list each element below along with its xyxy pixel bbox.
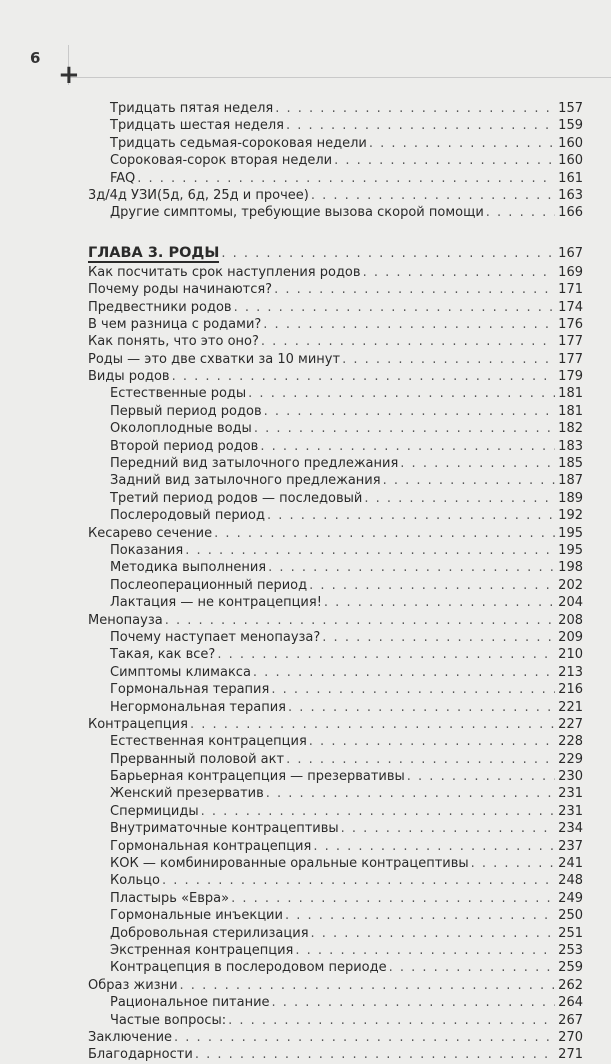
toc-entry-page: 160 [558,153,583,169]
leader-dots [311,925,555,942]
chapter-page: 167 [558,245,583,261]
toc-entry[interactable] [88,629,583,646]
toc-entry[interactable] [88,117,583,134]
toc-entry-page: 250 [558,908,583,924]
toc-entry[interactable] [88,333,583,350]
leader-dots [471,855,555,872]
leader-dots [261,333,555,350]
leader-dots [286,751,555,768]
toc-entry[interactable] [88,820,583,837]
toc-entry-title: Внутриматочные контрацептивы [110,821,339,837]
leader-dots [234,299,555,316]
toc-entry[interactable] [88,100,583,117]
toc-entry-title: Естественные роды [110,386,247,402]
toc-entry-page: 231 [558,786,583,802]
leader-dots [285,907,555,924]
toc-entry-page: 161 [558,170,583,186]
toc-entry-title: Контрацепция в послеродовом периоде [110,960,387,976]
toc-entry-title: Такая, как все? [110,647,216,663]
toc-entry-title: Тридцать седьмая-сороковая недели [110,135,367,151]
toc-entry[interactable] [88,420,583,437]
leader-dots [263,316,555,333]
toc-entry-page: 216 [558,682,583,698]
toc-entry-page: 234 [558,821,583,837]
toc-entry-page: 198 [558,560,583,576]
chapter-title: ГЛАВА 3. РОДЫ [88,244,220,261]
leader-dots [486,204,555,221]
toc-entry-title: Естественная контрацепция [110,734,307,750]
leader-dots [214,525,555,542]
toc-entry[interactable] [88,542,583,559]
toc-entry-page: 179 [558,369,583,385]
toc-entry-page: 169 [558,264,583,280]
table-of-contents [88,100,583,1064]
toc-entry[interactable] [88,751,583,768]
toc-entry-title: Контрацепция [88,716,188,732]
leader-dots [137,170,555,187]
toc-entry[interactable] [88,577,583,594]
leader-dots [217,646,555,663]
toc-entry-title: Пластырь «Евра» [110,890,230,906]
toc-entry-page: 195 [558,542,583,558]
toc-entry-title: Задний вид затылочного предлежания [110,473,381,489]
toc-entry-page: 174 [558,299,583,315]
leader-dots [369,135,555,152]
toc-entry[interactable] [88,699,583,716]
toc-entry-title: Как понять, что это оно? [88,334,259,350]
toc-entry-title: Тридцать пятая неделя [110,101,274,116]
leader-dots [309,733,555,750]
leader-dots [185,542,555,559]
toc-entry-page: 159 [558,118,583,134]
toc-entry-title: Кольцо [110,873,160,889]
toc-entry-page: 221 [558,699,583,715]
toc-entry[interactable] [88,612,583,629]
leader-dots [274,281,555,298]
toc-entry-page: 171 [558,282,583,298]
leader-dots [313,838,555,855]
toc-entry[interactable] [88,733,583,750]
toc-entry[interactable] [88,664,583,681]
leader-dots [174,1029,555,1046]
toc-entry-page: 228 [558,734,583,750]
toc-entry-page: 227 [558,716,583,732]
leader-dots [165,612,555,629]
toc-entry[interactable] [88,890,583,907]
toc-entry-title: Добровольная стерилизация [110,925,309,941]
leader-dots [288,699,555,716]
page-number: 6 [30,49,41,67]
toc-entry-page: 230 [558,769,583,785]
toc-entry-title: Лактация — не контрацепция! [110,595,322,611]
toc-entry-page: 249 [558,890,583,906]
toc-entry-title: Почему наступает менопауза? [110,629,321,645]
toc-entry-title: Сороковая-сорок вторая недели [110,153,333,169]
toc-entry[interactable] [88,646,583,663]
toc-entry-title: Послеоперационный период [110,577,308,593]
toc-entry-title: Барьерная контрацепция — презервативы [110,769,405,785]
leader-dots [195,1046,555,1063]
toc-entry-title: В чем разница с родами? [88,316,262,332]
toc-entry-title: Экстренная контрацепция [110,942,294,958]
toc-entry[interactable] [88,316,583,333]
toc-entry-page: 166 [558,205,583,221]
toc-entry[interactable] [88,403,583,420]
toc-entry-page: 187 [558,473,583,489]
toc-entry-page: 192 [558,508,583,524]
toc-entry-title: Гормональная терапия [110,682,270,698]
leader-dots [264,403,555,420]
leader-dots [231,890,555,907]
toc-entry-title: Послеродовый период [110,508,265,524]
leader-dots [322,629,555,646]
toc-entry-page: 231 [558,803,583,819]
toc-entry-title: Рациональное питание [110,995,270,1011]
leader-dots [286,117,555,134]
toc-entry[interactable] [88,925,583,942]
toc-entry[interactable] [88,490,583,507]
toc-entry-page: 202 [558,577,583,593]
toc-entry-title: Симптомы климакса [110,664,251,680]
toc-entry[interactable] [88,152,583,169]
toc-entry-title: Предвестники родов [88,299,232,315]
toc-entry-title: Показания [110,542,184,558]
leader-dots [363,264,555,281]
toc-entry-title: Заключение [88,1029,173,1045]
leader-dots [253,664,555,681]
leader-dots [341,820,555,837]
toc-entry[interactable] [88,768,583,785]
toc-entry[interactable] [88,507,583,524]
toc-entry[interactable] [88,959,583,976]
toc-entry[interactable] [88,455,583,472]
toc-entry-page: 160 [558,135,583,151]
leader-dots [334,152,555,169]
toc-entry-title: Передний вид затылочного предлежания [110,456,399,472]
toc-entry-title: Женский презерватив [110,786,264,802]
toc-entry-page: 259 [558,960,583,976]
leader-dots [407,768,555,785]
leader-dots [272,994,555,1011]
leader-dots [190,716,555,733]
toc-entry[interactable] [88,264,583,281]
toc-entry-page: 262 [558,977,583,993]
toc-entry-title: Прерванный половой акт [110,751,285,767]
toc-entry[interactable] [88,994,583,1011]
toc-entry-title: Тридцать шестая неделя [110,118,284,134]
crop-mark-icon: + [58,60,80,90]
toc-entry[interactable] [88,977,583,994]
toc-entry-title: Виды родов [88,369,170,385]
toc-entry-page: 208 [558,612,583,628]
toc-entry-page: 253 [558,942,583,958]
leader-dots [266,785,555,802]
toc-entry[interactable] [88,594,583,611]
leader-dots [271,681,555,698]
leader-dots [324,594,555,611]
leader-dots [275,100,555,117]
toc-entry-page: 183 [558,438,583,454]
leader-dots [254,420,555,437]
toc-entry[interactable] [88,1029,583,1046]
leader-dots [311,187,555,204]
toc-entry-page: 189 [558,490,583,506]
toc-entry-title: Роды — это две схватки за 10 минут [88,351,341,367]
leader-dots [260,438,555,455]
toc-entry-title: Негормональная терапия [110,699,286,715]
toc-entry-page: 267 [558,1012,583,1028]
toc-entry[interactable] [88,281,583,298]
toc-entry[interactable] [88,1012,583,1029]
toc-entry-title: Частые вопросы: [110,1012,227,1028]
leader-dots [248,385,555,402]
toc-entry-title: Второй период родов [110,438,259,454]
toc-entry-page: 177 [558,334,583,350]
toc-entry[interactable] [88,942,583,959]
toc-entry-page: 195 [558,525,583,541]
toc-entry[interactable] [88,559,583,576]
toc-entry-title: FAQ [110,170,136,186]
toc-entry[interactable] [88,385,583,402]
toc-entry-page: 237 [558,838,583,854]
toc-entry-title: Околоплодные воды [110,421,252,437]
leader-dots [400,455,555,472]
toc-entry-title: Образ жизни [88,977,178,993]
leader-dots [295,942,555,959]
toc-entry[interactable] [88,681,583,698]
leader-dots [180,977,555,994]
toc-entry-page: 182 [558,421,583,437]
leader-dots [268,559,555,576]
leader-dots [383,472,555,489]
toc-entry-page: 229 [558,751,583,767]
toc-entry[interactable] [88,716,583,733]
toc-entry-page: 264 [558,995,583,1011]
toc-entry[interactable] [88,438,583,455]
toc-entry[interactable] [88,472,583,489]
header-rule [68,77,611,78]
toc-entry-page: 177 [558,351,583,367]
toc-entry-page: 176 [558,316,583,332]
toc-entry-title: Первый период родов [110,403,262,419]
toc-entry[interactable] [88,1046,583,1063]
toc-entry[interactable] [88,855,583,872]
leader-dots [342,351,555,368]
leader-dots [309,577,555,594]
leader-dots [162,872,555,889]
toc-entry[interactable] [88,872,583,889]
toc-entry[interactable] [88,803,583,820]
toc-entry[interactable] [88,785,583,802]
toc-entry-page: 209 [558,629,583,645]
toc-entry-title: Кесарево сечение [88,525,213,541]
toc-entry-title: Как посчитать срок наступления родов [88,264,361,280]
toc-chapter-section [88,264,583,1064]
toc-entry-title: Методика выполнения [110,560,267,576]
chapter-heading[interactable] [88,244,583,264]
toc-entry-page: 204 [558,595,583,611]
toc-entry[interactable] [88,299,583,316]
toc-entry-title: Спермициды [110,803,199,819]
leader-dots [267,507,555,524]
toc-entry-title: Гормональные инъекции [110,908,283,924]
leader-dots [172,368,555,385]
toc-entry[interactable] [88,204,583,221]
toc-entry-page: 157 [558,101,583,116]
toc-entry[interactable] [88,135,583,152]
toc-entry-page: 270 [558,1029,583,1045]
toc-entry-page: 210 [558,647,583,663]
toc-entry-title: Благодарности [88,1047,193,1063]
toc-entry-title: 3д/4д УЗИ(5д, 6д, 25д и прочее) [88,187,309,203]
toc-entry[interactable] [88,351,583,368]
toc-entry[interactable] [88,907,583,924]
leader-dots [221,244,556,264]
toc-entry[interactable] [88,170,583,187]
leader-dots [201,803,555,820]
toc-entry-title: Третий период родов — последовый [110,490,363,506]
toc-entry-page: 251 [558,925,583,941]
toc-entry-title: Другие симптомы, требующие вызова скорой помощи [110,205,484,221]
toc-entry[interactable] [88,838,583,855]
toc-entry-title: КОК — комбинированные оральные контрацептивы [110,856,469,872]
toc-entry-page: 185 [558,456,583,472]
toc-entry-page: 271 [558,1047,583,1063]
toc-entry[interactable] [88,187,583,204]
leader-dots [389,959,555,976]
toc-entry-title: Почему роды начинаются? [88,282,273,298]
section-gap [88,222,583,244]
toc-entry-title: Менопауза [88,612,163,628]
toc-entry-page: 248 [558,873,583,889]
toc-entry-page: 181 [558,403,583,419]
toc-top-section [88,100,583,222]
leader-dots [228,1012,555,1029]
toc-entry[interactable] [88,368,583,385]
toc-entry-page: 213 [558,664,583,680]
toc-entry-page: 241 [558,856,583,872]
leader-dots [364,490,555,507]
toc-entry[interactable] [88,525,583,542]
toc-entry-page: 163 [558,187,583,203]
toc-entry-title: Гормональная контрацепция [110,838,312,854]
toc-entry-page: 181 [558,386,583,402]
